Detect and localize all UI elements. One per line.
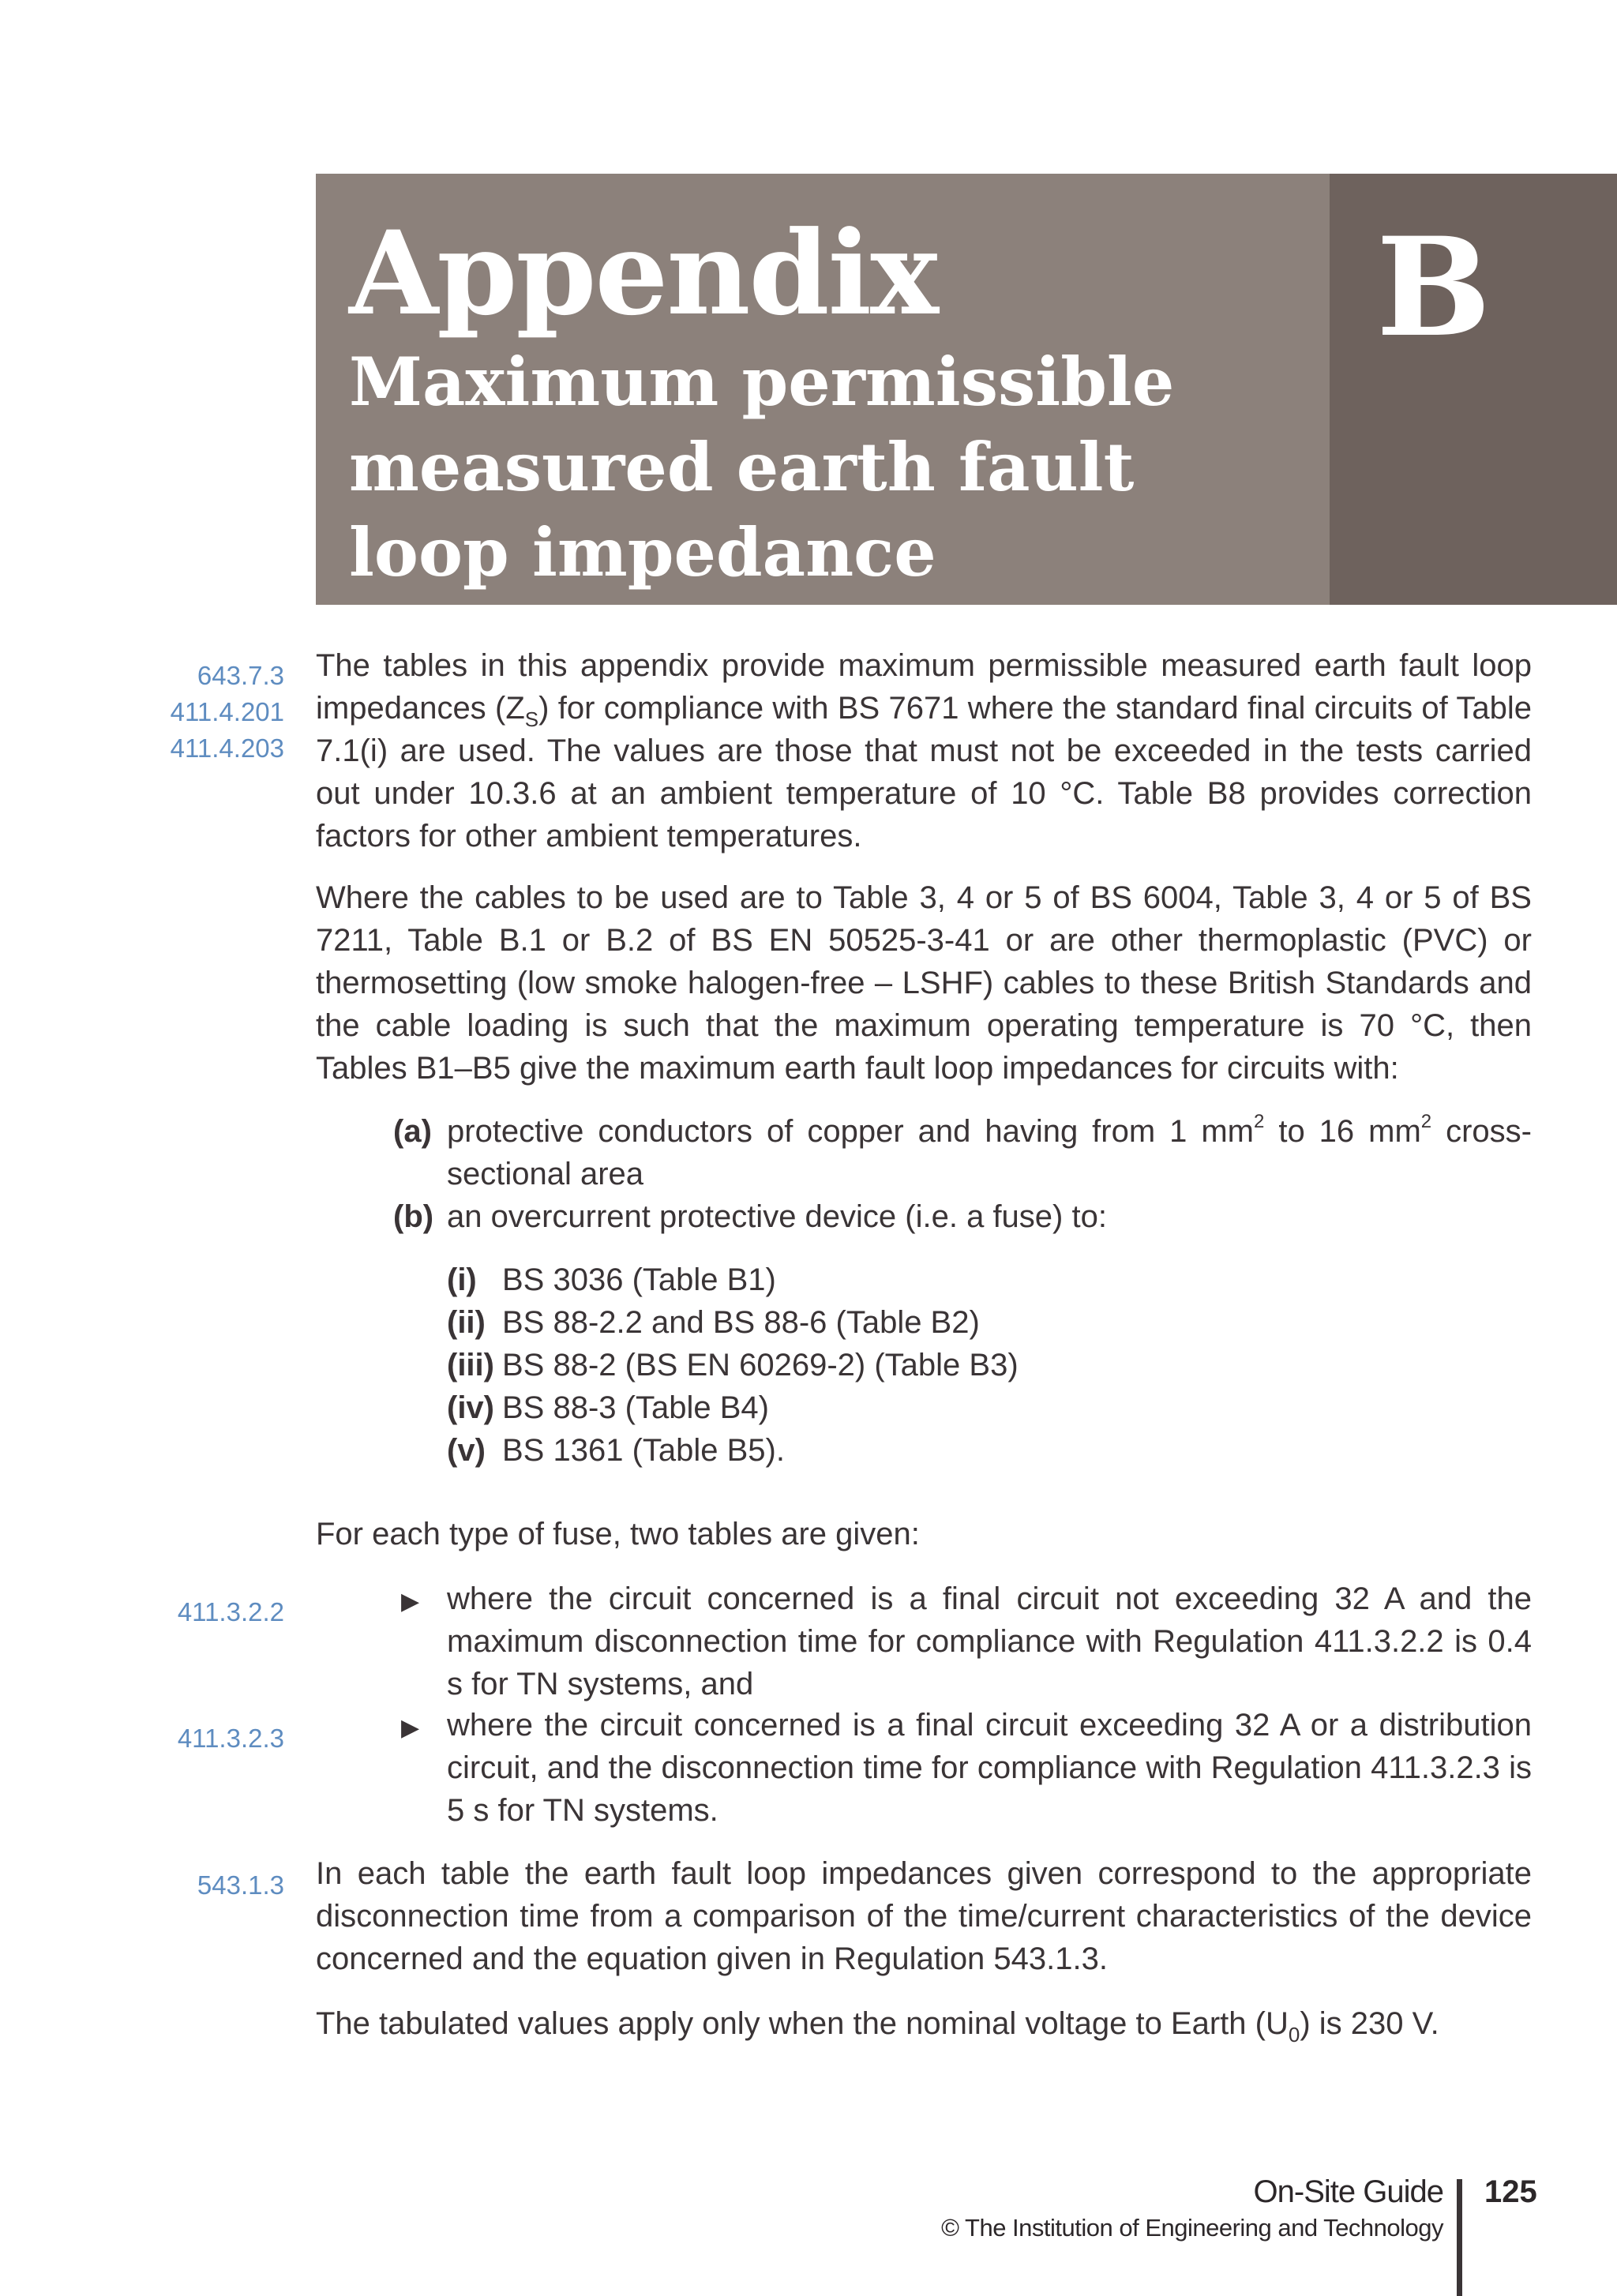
footer-copyright: © The Institution of Engineering and Technology [941,2214,1443,2242]
cables-paragraph: Where the cables to be used are to Table 3, 4 or 5 of BS 6004, Table 3, 4 or 5 of BS 7211, Table B.1 or B.2 of BS EN 50525-3-41 or are other thermoplastic (PVC) or thermosetting (low smoke halogen-free – LSHF) cables to these British Standards and the cable loading is such that the maximum operating temperature is 70 °C, then Tables B1–B5 give the maximum earth fault loop impedances for circuits with: [316,880,1532,1086]
voltage-paragraph: The tabulated values apply only when the nominal voltage to Earth $(U_0)$ is 230 V. [316,2006,1439,2047]
bullet-text: where the circuit concerned is a final circuit not exceeding 32 A and the maximum disconnection time for compliance with Regulation 411.3.2.2 is 0.4 s for TN systems, and [447,1581,1532,1701]
sublist-item: (i) BS 3036 (Table B1) [447,1262,776,1297]
sublist-item: (v) BS 1361 (Table B5). [447,1433,785,1468]
title-line: loop impedance [349,513,936,591]
page-number: 125 [1484,2174,1537,2209]
bullet-item [401,1704,1532,1832]
footer-guide-title: On-Site Guide [1253,2174,1443,2209]
bullet-item [401,1578,1532,1705]
title-line: measured earth fault [349,428,1135,506]
list-label: (a) [393,1114,432,1149]
list-text: protective conductors of copper and having from 1 $mm^2$ to 16 $mm^2$ cross-sectional area [447,1111,1532,1191]
sublist-item: (iii) BS 88-2 (BS EN 60269-2) (Table B3) [447,1348,1019,1382]
margin-ref: 411.4.201 [170,697,284,726]
list-label: (b) [393,1199,434,1234]
margin-ref: 643.7.3 [197,661,284,690]
list-text: an overcurrent protective device (i.e. a fuse) to: [447,1199,1107,1234]
bullet-arrow-icon: ▶ [401,1715,420,1741]
footer-divider [1457,2179,1462,2296]
list-item-b [393,1195,1532,1238]
fuse-tables-paragraph: For each type of fuse, two tables are given: [316,1517,920,1551]
margin-ref: 411.3.2.2 [177,1597,284,1626]
appendix-banner [316,174,1617,605]
bullet-arrow-icon: ▶ [401,1589,420,1615]
appendix-letter: B [1376,207,1491,367]
margin-ref: 543.1.3 [197,1870,284,1900]
banner-title-panel [316,174,1330,605]
bullet-text: where the circuit concerned is a final circuit exceeding 32 A or a distribution circuit, and the disconnection time for compliance with Regulation 411.3.2.3 is 5 s for TN systems. [447,1708,1532,1828]
appendix-title [349,340,1296,595]
banner-letter-panel [1330,174,1617,605]
impedance-paragraph: In each table the earth fault loop impedances given correspond to the appropriate disconnection time from a comparison of the time/current characteristics of the device concerned and the equation given in Regulation 543.1.3. [316,1856,1532,1976]
margin-ref: 411.4.203 [170,733,284,763]
sublist-item: (iv) BS 88-3 (Table B4) [447,1390,769,1425]
margin-ref: 411.3.2.3 [177,1724,284,1753]
appendix-heading: Appendix [349,206,938,341]
title-line: Maximum permissible [349,343,1175,421]
sublist-item: (ii) BS 88-2.2 and BS 88-6 (Table B2) [447,1305,980,1340]
intro-paragraph: The tables in this appendix provide maximum permissible measured earth fault loop impedances $(Z_S)$ for compliance with BS 7671 where the standard final circuits of Table 7.1(i) are used. The values are those that must not be exceeded in the tests carried out under 10.3.6 at an ambient temperature of 10 °C. Table B8 provides correction factors for other ambient temperatures. [316,648,1533,853]
list-item-a [393,1110,1532,1197]
